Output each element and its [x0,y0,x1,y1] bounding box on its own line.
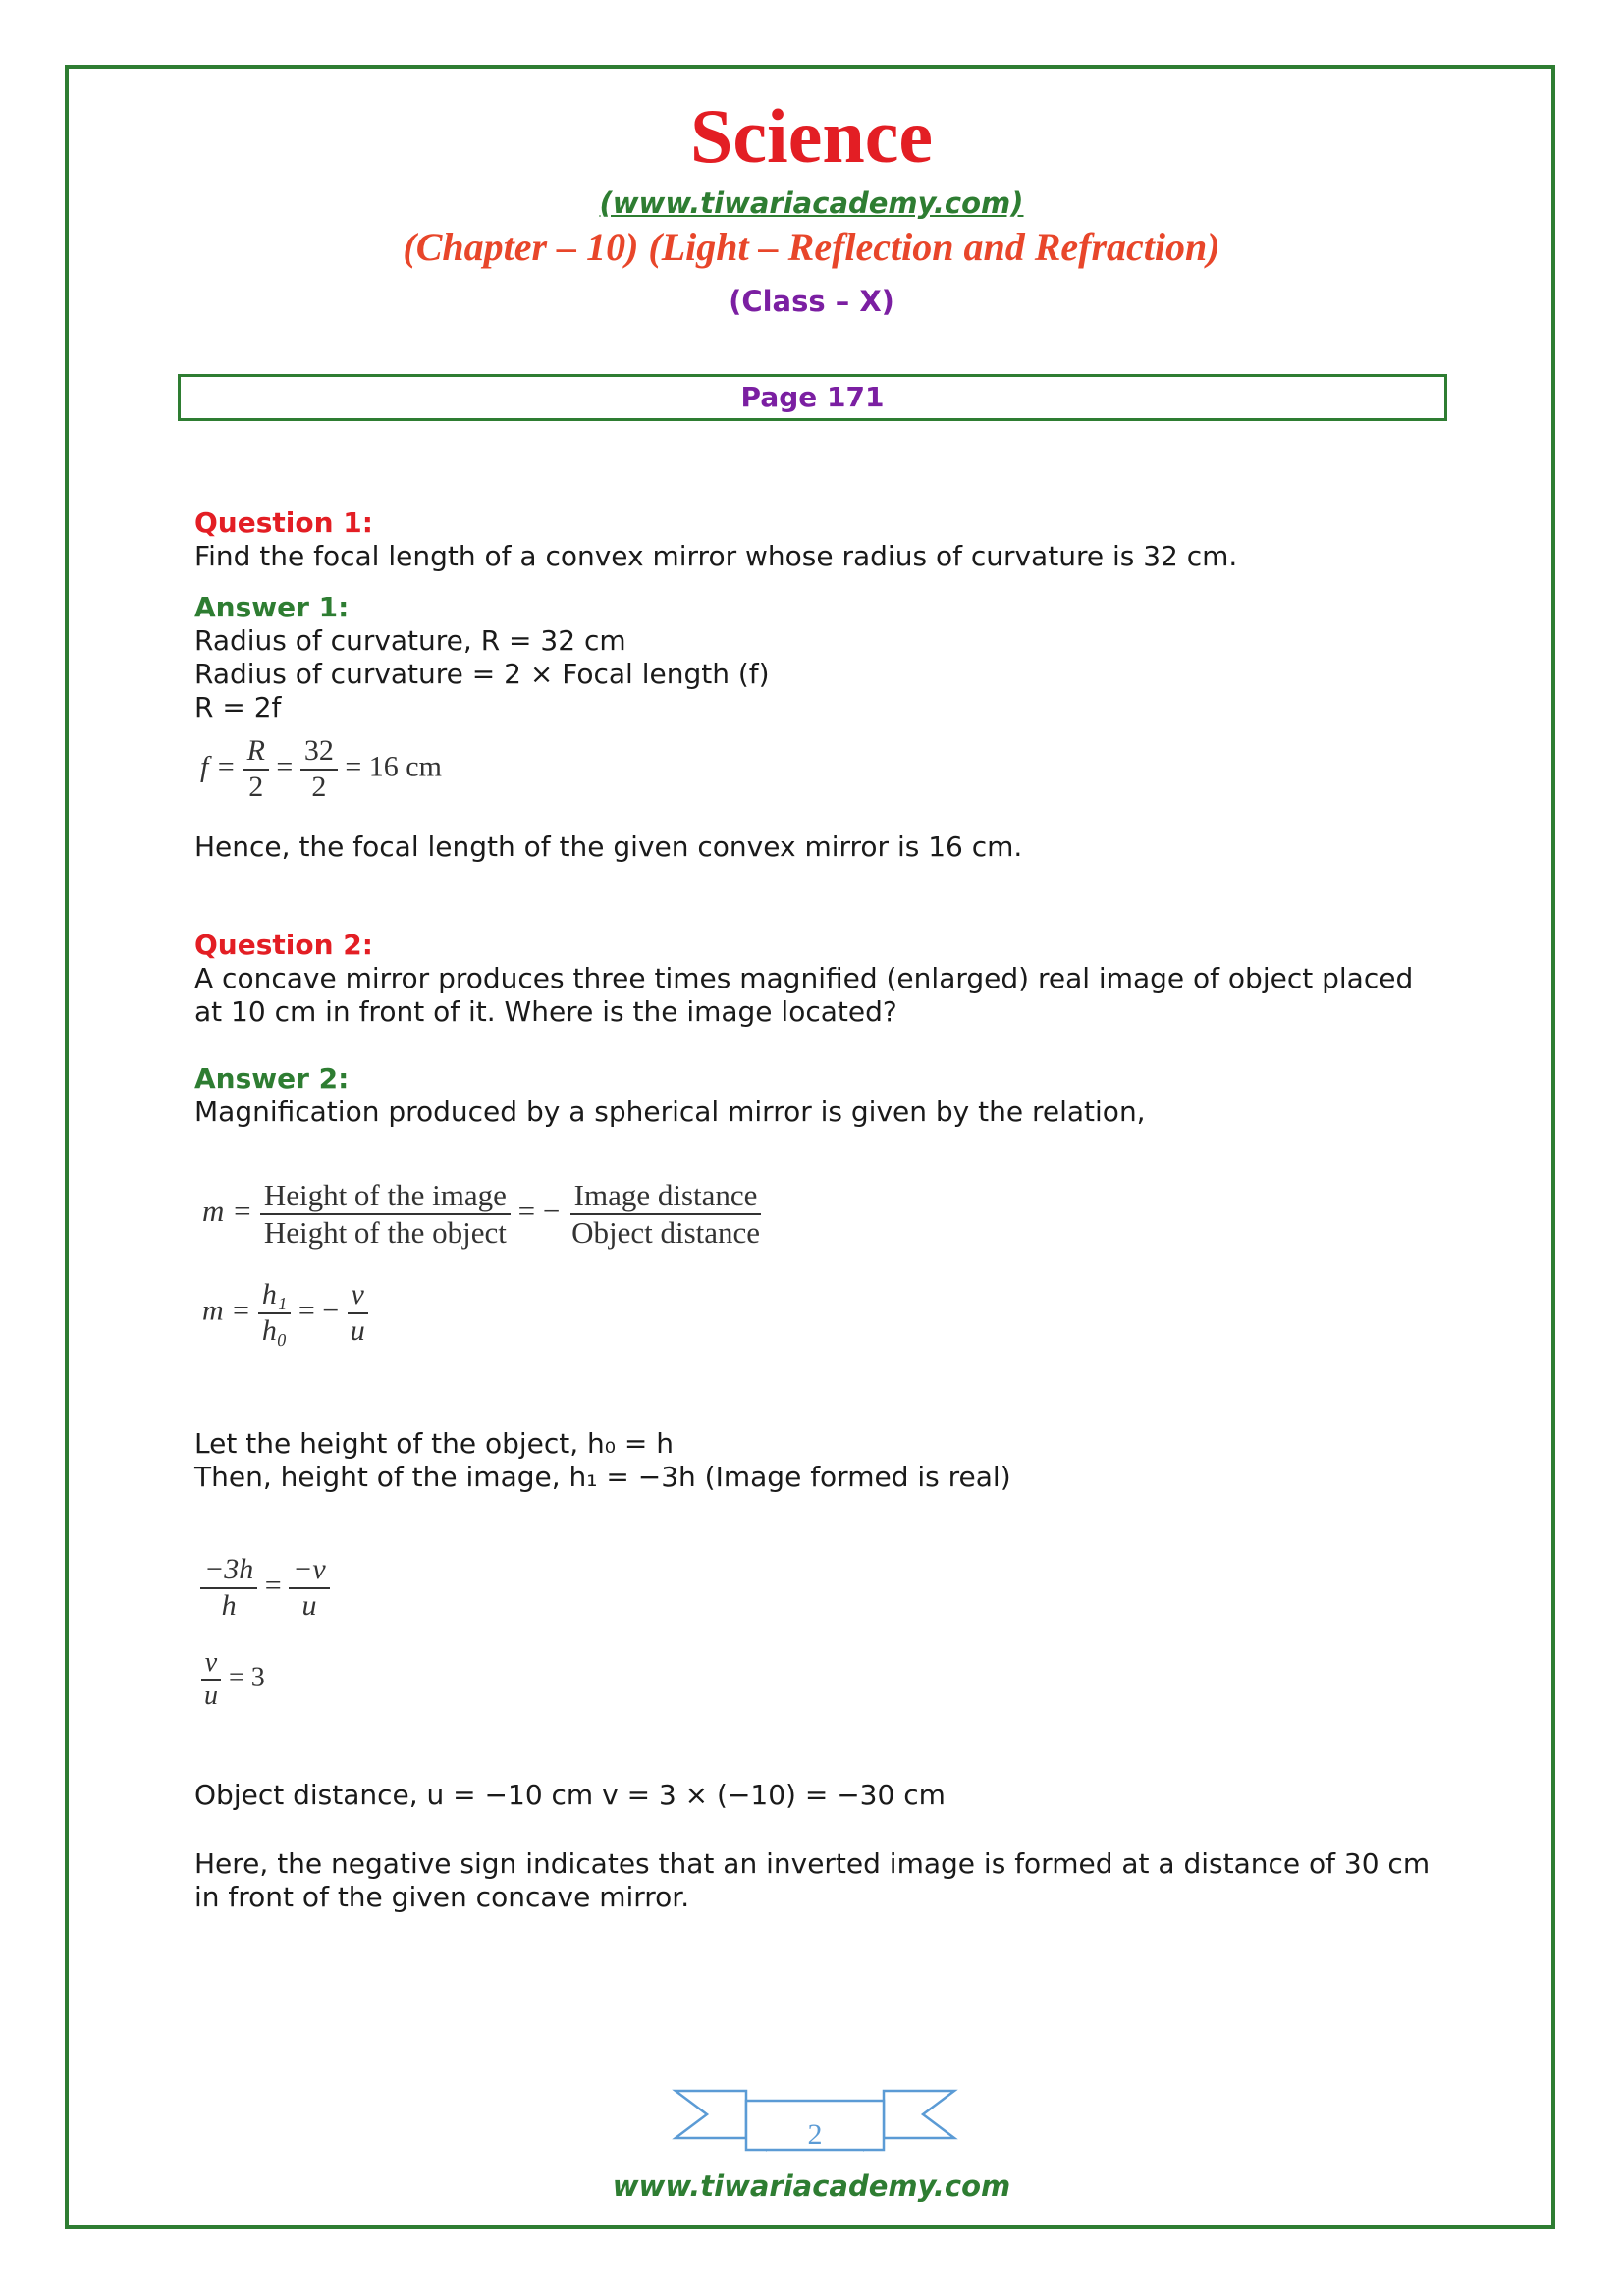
eq-result: = 16 cm [345,750,442,783]
numerator: Height of the image [260,1178,511,1215]
focal-length-equation: f = $\frac{R}{2}$ = $\frac{32}{2}$ = 16 cm [200,734,442,803]
answer-1-line-2: Radius of curvature = 2 × Focal length (f) [194,658,770,690]
footer-website[interactable]: www.tiwariacademy.com [612,2169,1011,2203]
website-link[interactable] [0,187,1623,220]
question-2-text-line-1: A concave mirror produces three times magnified (enlarged) real image of object placed [194,962,1414,994]
answer-1-line-1: Radius of curvature, R = 32 cm [194,624,626,657]
numerator: −v [289,1553,330,1589]
answer-2-label: Answer 2: [194,1062,350,1095]
eq-lhs: m = [202,1294,251,1327]
fraction-v-over-u [200,1647,222,1712]
ratio-equation [200,1553,330,1623]
magnification-equation [202,1178,764,1250]
answer-2-conclusion-line-1: Here, the negative sign indicates that an inverted image is formed at a distance of 30 cm [194,1847,1431,1880]
fraction-heights [260,1178,511,1250]
fraction-v-over-u [347,1278,369,1348]
answer-1-conclusion: Hence, the focal length of the given convex mirror is 16 cm. [194,830,1023,863]
numerator: R [243,734,269,771]
fraction-minus-3h-over-h [200,1553,257,1623]
answer-1-label: Answer 1: [194,591,350,623]
answer-1-line-3: R = 2f [194,691,282,723]
fraction-h1-over-h0 [258,1278,291,1348]
answer-2-let-line-1: Let the height of the object, h₀ = h [194,1427,675,1460]
eq-lhs: f = [200,750,237,783]
denominator: u [350,1313,365,1347]
numerator: Image distance [570,1178,762,1215]
numerator: v [348,1278,368,1314]
page-number: 2 [807,2118,823,2151]
page-title: Science [690,93,933,179]
numerator: h₁ [258,1278,291,1314]
denominator: h₀ [261,1313,288,1347]
answer-2-let-line-2: Then, height of the image, h₁ = −3h (Image formed is real) [194,1461,1011,1493]
eq-lhs: m = [202,1193,253,1228]
website-link-text[interactable]: (www.tiwariacademy.com) [599,187,1024,220]
question-1-text: Find the focal length of a convex mirror whose radius of curvature is 32 cm. [194,540,1238,572]
denominator: h [221,1588,237,1622]
page-label: Page 171 [740,381,885,413]
fraction-minus-v-over-u [289,1553,330,1623]
denominator: 2 [311,770,327,803]
numerator: −3h [200,1553,257,1589]
eq-operator: = [264,1569,282,1602]
class-label: (Class – X) [729,285,894,318]
magnification-symbol-equation [202,1278,369,1348]
v-over-u-equation [200,1647,265,1712]
eq-operator: = − [298,1294,340,1327]
question-2-label: Question 2: [194,929,373,961]
denominator: u [301,1588,317,1622]
fraction-32-over-2 [300,734,338,804]
numerator: v [201,1647,221,1681]
chapter-heading: (Chapter – 10) (Light – Reflection and Refraction) [403,225,1220,269]
numerator: 32 [300,734,338,771]
page-label-box [178,374,1447,421]
denominator: Height of the object [263,1214,507,1250]
answer-2-intro: Magnification produced by a spherical mirror is given by the relation, [194,1095,1146,1128]
denominator: Object distance [571,1214,761,1250]
fraction-r-over-2 [243,734,269,804]
question-1-label: Question 1: [194,507,373,539]
denominator: u [204,1681,218,1712]
eq-operator: = − [517,1193,561,1228]
object-distance-line: Object distance, u = −10 cm v = 3 × (−10) = −30 cm [194,1779,946,1811]
eq-result: = 3 [229,1662,265,1693]
denominator: 2 [248,770,264,803]
question-2-text-line-2: at 10 cm in front of it. Where is the image located? [194,995,897,1028]
fraction-distances [568,1178,764,1250]
answer-2-conclusion-line-2: in front of the given concave mirror. [194,1881,690,1913]
